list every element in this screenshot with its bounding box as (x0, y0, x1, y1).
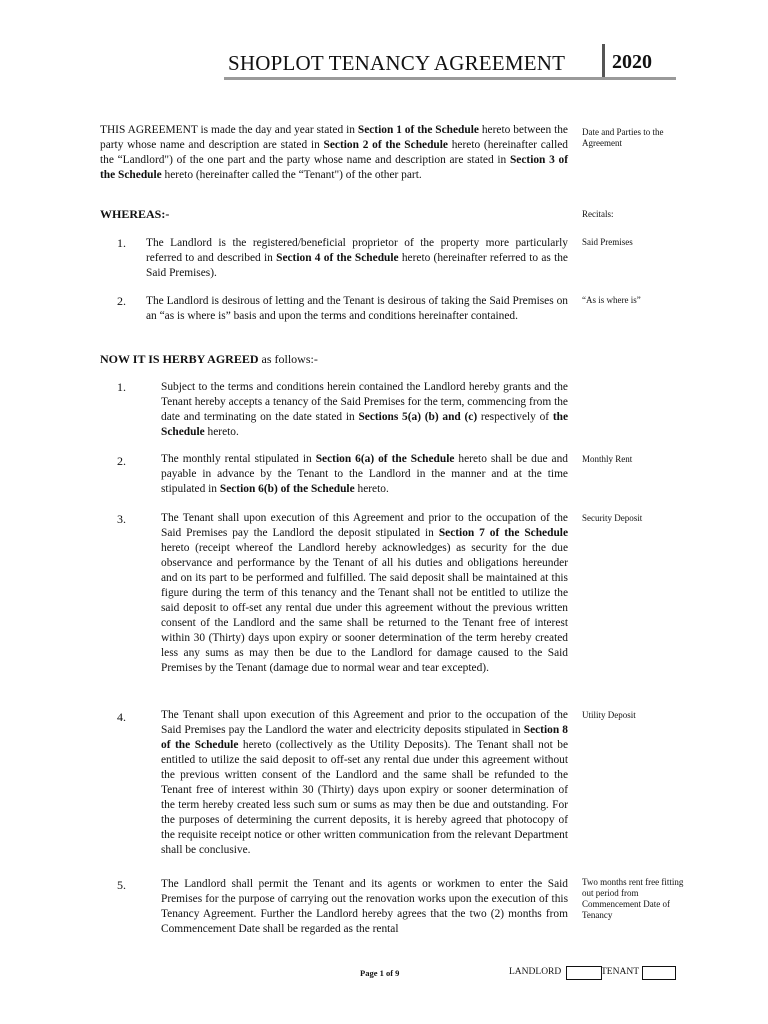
intro-text: hereto (hereinafter called the “Tenant") of the other part. (161, 169, 422, 181)
clause-number: 3. (117, 512, 126, 526)
intro-bold-ref: Section 3 of the Schedule (100, 154, 568, 181)
intro-text: hereto between the party whose name and description are stated in (100, 124, 568, 151)
agreed-heading-tail: as follows:- (258, 352, 318, 366)
clause-paragraph (161, 708, 568, 858)
clause-text: The Tenant shall upon execution of this Agreement and prior to the occupation of the Said Premises pay the Landlord the deposit stipulated in (161, 512, 568, 539)
clause-bold-ref: Section 8 of the Schedule (161, 724, 568, 751)
recital-text: The Landlord is the registered/beneficial proprietor of the property more particularly referred to and described in (146, 237, 568, 264)
document-title: SHOPLOT TENANCY AGREEMENT (228, 51, 566, 75)
recital-number: 1. (117, 236, 126, 250)
margin-note-as-is: “As is where is” (582, 295, 641, 305)
margin-note-parties: Date and Parties to the Agreement (582, 127, 664, 148)
agreed-heading (100, 352, 318, 367)
clause-paragraph (161, 877, 568, 937)
clause-text: The Tenant shall upon execution of this Agreement and prior to the occupation of the Said Premises pay the Landlord the water and electricity deposits stipulated in (161, 709, 568, 736)
clause-number: 1. (117, 380, 126, 394)
recital-text: hereto (hereinafter referred to as the Said Premises). (146, 252, 568, 279)
margin-note-rent-free: Two months rent free fitting out period from Commencement Date of Tenancy (582, 877, 684, 920)
clause-paragraph (161, 511, 568, 676)
clause-bold-ref: Section 7 of the Schedule (438, 527, 568, 539)
clause-paragraph (161, 380, 568, 440)
recital-paragraph (146, 236, 568, 281)
clause-number: 4. (117, 710, 126, 724)
clause-bold-ref: the Schedule (161, 411, 568, 438)
recital-paragraph (146, 294, 568, 324)
clause-text: hereto (receipt whereof the Landlord hereby acknowledges) as security for the due observance and performance by the Tenant of all his duties and obligations hereunder and on its part to be performed and fulfilled. The said deposit shall be maintained at this figure during the term of this tenancy and the Tenant shall not be entitled to utilize the said deposit to off-set any rental due under this agreement without the previous written consent of the Landlord and the same shall be returned to the Tenant free of interest within 30 (Thirty) days upon expiry or sooner determination of the term hereby created less any sums as may then be due to the Landlord for damage caused to the Said Premises by the Tenant (damage due to normal wear and tear excepted). (161, 542, 568, 674)
header-divider (602, 44, 605, 78)
recital-text: The Landlord is desirous of letting and the Tenant is desirous of taking the Said Premises on an “as is where is” basis and upon the terms and conditions hereinafter contained. (146, 295, 568, 322)
landlord-initial-label: LANDLORD (509, 967, 562, 977)
agreed-heading-bold: NOW IT IS HERBY AGREED (100, 352, 259, 366)
page-footer (0, 966, 768, 982)
clause-text: The Landlord shall permit the Tenant and its agents or workmen to enter the Said Premises for the purpose of carrying out the renovation works upon the execution of this Tenancy Agreement. Further the Landlord hereby agrees that the two (2) months from Commencement Date shall be regarded as the rental (161, 878, 568, 935)
header-rule (224, 77, 676, 80)
clause-text: The monthly rental stipulated in (161, 453, 316, 465)
margin-note-utility-deposit: Utility Deposit (582, 710, 636, 720)
clause-text: hereto (collectively as the Utility Deposits). The Tenant shall not be entitled to utilize the said deposit to off-set any rental due under this agreement without the previous written consent of the Landlord and the same shall be refunded to the Tenant free of interest within 30 (Thirty) days upon expiry or sooner determination of the term hereby created less such sum or sums as may then be due and outstanding. For the purposes of determining the current deposits, it is hereby agreed that photocopy of the requisite receipt notice or other written communication from the relevant Department shall be conclusive. (161, 739, 568, 856)
page-number: Page 1 of 9 (360, 968, 400, 978)
clause-number: 2. (117, 454, 126, 468)
tenant-initial-box[interactable] (642, 966, 676, 980)
clause-text: hereto. (354, 483, 389, 495)
clause-text: hereto shall be due and payable in advance by the Tenant to the Landlord in the manner and at the time stipulated in (161, 453, 569, 495)
intro-bold-ref: Section 2 of the Schedule (323, 139, 448, 151)
intro-text: THIS AGREEMENT is made the day and year stated in (100, 124, 358, 136)
margin-note-monthly-rent: Monthly Rent (582, 454, 633, 464)
clause-bold-ref: Sections 5(a) (b) and (c) (358, 411, 478, 423)
document-year: 2020 (612, 51, 652, 73)
whereas-heading: WHEREAS:- (100, 207, 170, 221)
margin-note-recitals: Recitals: (582, 209, 614, 219)
clause-text: hereto. (204, 426, 239, 438)
tenant-initial-label: TENANT (601, 967, 639, 977)
clause-bold-ref: Section 6(a) of the Schedule (315, 453, 455, 465)
margin-note-said-premises: Said Premises (582, 237, 633, 247)
clause-number: 5. (117, 878, 126, 892)
clause-text: Subject to the terms and conditions herein contained the Landlord hereby grants and the Tenant hereby accepts a tenancy of the Said Premises for the term, commencing from the date and terminating on the date stated in (161, 381, 568, 423)
margin-note-security-deposit: Security Deposit (582, 513, 643, 523)
intro-text: hereto (hereinafter called the “Landlord") of the one part and the party whose name and description are stated in (100, 139, 568, 166)
recital-bold-ref: Section 4 of the Schedule (276, 252, 399, 264)
landlord-initial-box[interactable] (566, 966, 602, 980)
clause-bold-ref: Section 6(b) of the Schedule (219, 483, 355, 495)
clause-text: respectively of (477, 411, 553, 423)
intro-paragraph (100, 123, 568, 183)
document-header (224, 44, 676, 82)
recital-number: 2. (117, 294, 126, 308)
intro-bold-ref: Section 1 of the Schedule (357, 124, 479, 136)
clause-paragraph (161, 452, 568, 497)
